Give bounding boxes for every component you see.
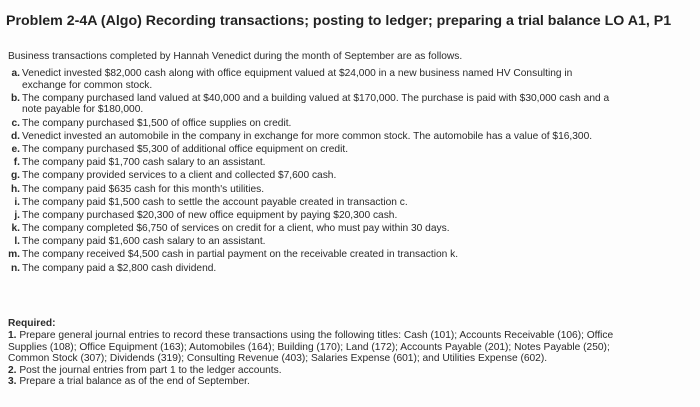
- transaction-d: [0, 131, 690, 143]
- required-list: [8, 330, 698, 388]
- transaction-b: [0, 93, 690, 116]
- transaction-text: The company provided services to a client and collected $7,600 cash.: [22, 170, 337, 182]
- transaction-f: [0, 157, 690, 169]
- transaction-text: The company paid $1,600 cash salary to an assistant.: [22, 236, 266, 248]
- transaction-text: Venedict invested $82,000 cash along with office equipment valued at $24,000 in a new business named HV Consulting in: [22, 68, 573, 79]
- transaction-letter: g.: [10, 170, 20, 182]
- transaction-letter: j.: [14, 209, 20, 221]
- required-number: 1.: [8, 330, 17, 341]
- transaction-i: [0, 197, 690, 209]
- transaction-text: The company purchased land valued at $40,000 and a building valued at $170,000. The purchase is paid with $30,000 cash and a: [22, 92, 610, 104]
- transaction-letter: b.: [10, 92, 20, 104]
- required-heading: Required:: [8, 318, 56, 329]
- transaction-text: The company paid $635 cash for this month's utilities.: [22, 183, 265, 195]
- transaction-c: [0, 118, 690, 130]
- transaction-letter: f.: [13, 157, 20, 169]
- transaction-l: [0, 236, 690, 248]
- required-item-2: [8, 365, 698, 377]
- required-item-3: [8, 376, 698, 388]
- transaction-text: The company completed $6,750 of services on credit for a client, who must pay within 30 days.: [22, 223, 450, 235]
- transaction-j: [0, 210, 690, 222]
- required-text: Prepare a trial balance as of the end of September.: [19, 376, 250, 388]
- required-number: 2.: [8, 364, 17, 376]
- transaction-letter: e.: [11, 143, 20, 155]
- transaction-g: [0, 170, 690, 182]
- transaction-letter: i.: [14, 196, 20, 208]
- transaction-letter: c.: [11, 117, 20, 129]
- transaction-h: [0, 184, 690, 196]
- transaction-letter: d.: [10, 130, 20, 142]
- transaction-text: The company paid $1,700 cash salary to an assistant.: [22, 157, 266, 169]
- transaction-letter: m.: [8, 249, 20, 261]
- transaction-text: The company purchased $20,300 of new office equipment by paying $20,300 cash.: [22, 209, 398, 221]
- transaction-letter: k.: [11, 223, 20, 235]
- transaction-n: [0, 263, 690, 275]
- transaction-text: The company paid $1,500 cash to settle the account payable created in transaction c.: [22, 196, 408, 208]
- transaction-text: Venedict invested an automobile in the company in exchange for more common stock. The automobile has a value of $16,300.: [22, 130, 593, 142]
- transaction-text: note payable for $180,000.: [22, 104, 144, 116]
- transaction-text: The company paid a $2,800 cash dividend.: [22, 262, 217, 274]
- transaction-letter: a.: [11, 68, 20, 79]
- required-text: Post the journal entries from part 1 to the ledger accounts.: [19, 364, 282, 376]
- required-number: 3.: [8, 376, 17, 388]
- transaction-text: The company received $4,500 cash in partial payment on the receivable created in transaction k.: [22, 249, 459, 261]
- transaction-k: [0, 223, 690, 235]
- transaction-letter: h.: [10, 183, 20, 195]
- required-text: Supplies (108); Office Equipment (163); Automobiles (164); Building (170); Land (172); Accounts Payable (201); Notes Payable (250);: [8, 341, 610, 353]
- transaction-letter: l.: [14, 236, 20, 248]
- transaction-a: [0, 68, 690, 91]
- transaction-list: [0, 68, 690, 276]
- required-text: Common Stock (307); Dividends (319); Consulting Revenue (403); Salaries Expense (601); and Utilities Expense (602).: [8, 353, 548, 365]
- required-item-1: [8, 330, 698, 365]
- problem-title: Problem 2-4A (Algo) Recording transactions; posting to ledger; preparing a trial balance LO A1, P1: [6, 13, 672, 29]
- transaction-e: [0, 144, 690, 156]
- required-text: Prepare general journal entries to record these transactions using the following titles: Cash (101); Accounts Receivable (106); Office: [19, 330, 614, 341]
- transaction-m: [0, 249, 690, 261]
- transaction-letter: n.: [10, 262, 20, 274]
- transaction-text: exchange for common stock.: [22, 79, 153, 91]
- problem-intro: Business transactions completed by Hannah Venedict during the month of September are as follows.: [8, 51, 463, 62]
- transaction-text: The company purchased $1,500 of office supplies on credit.: [22, 117, 292, 129]
- transaction-text: The company purchased $5,300 of additional office equipment on credit.: [22, 143, 349, 155]
